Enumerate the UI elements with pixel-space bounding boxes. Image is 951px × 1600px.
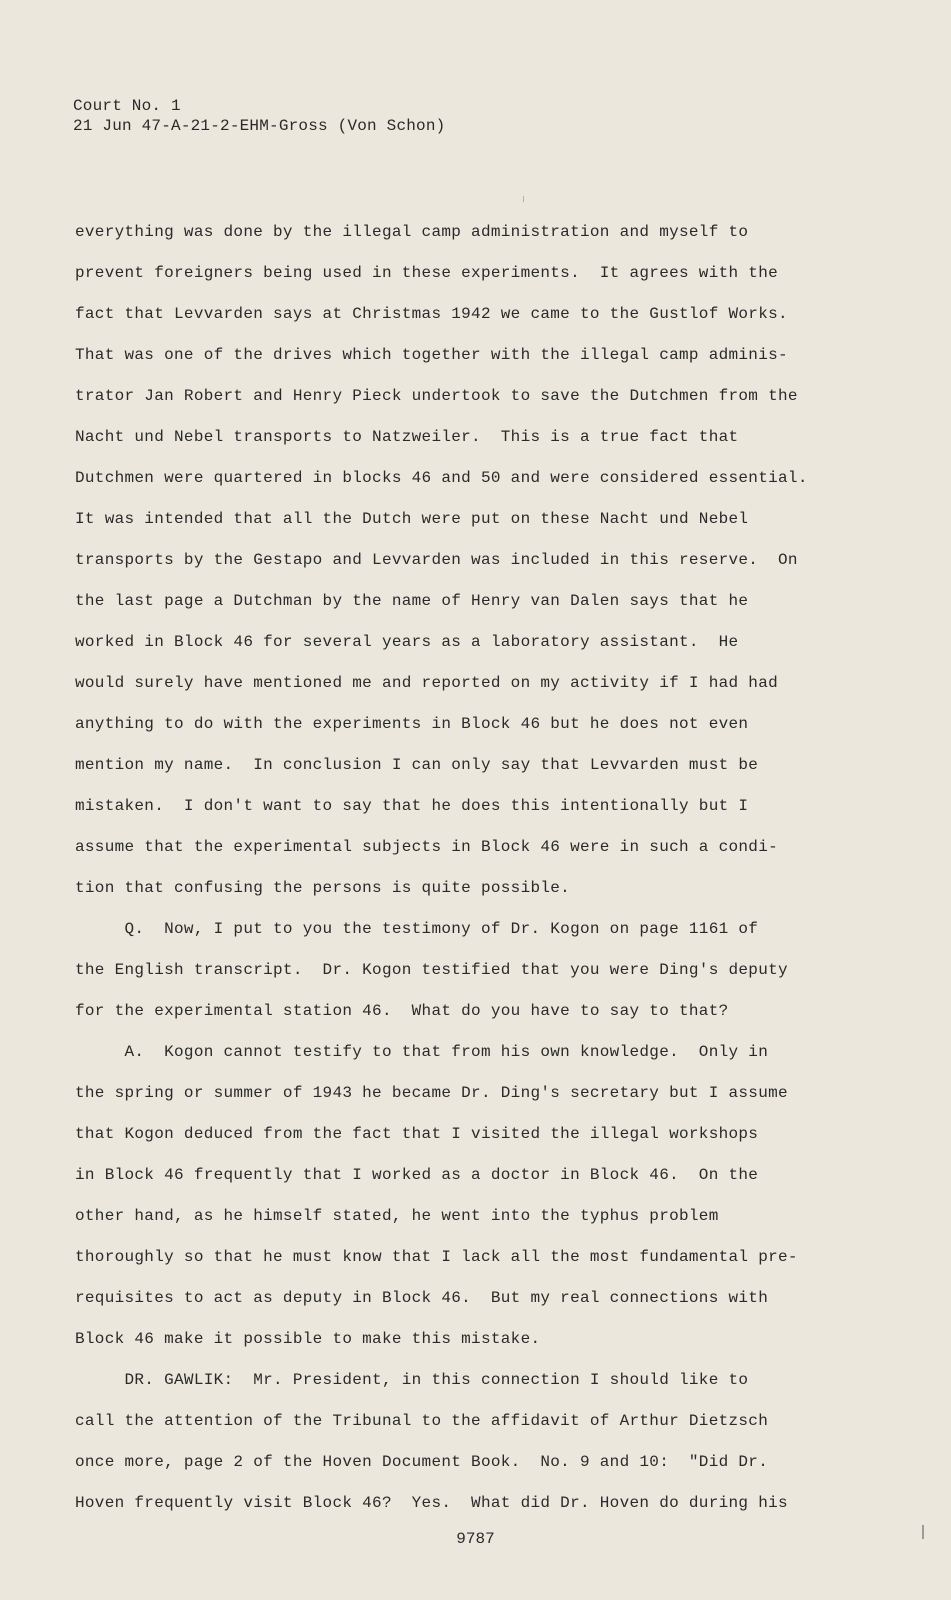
page-number: 9787 — [456, 1530, 495, 1548]
text-line: thoroughly so that he must know that I lack all the most fundamental pre- — [75, 1248, 798, 1266]
text-line: assume that the experimental subjects in Block 46 were in such a condi- — [75, 838, 779, 856]
text-line: the English transcript. Dr. Kogon testified that you were Ding's deputy — [75, 961, 788, 979]
text-line: the last page a Dutchman by the name of Henry van Dalen says that he — [75, 592, 749, 610]
text-line: Dutchmen were quartered in blocks 46 and 50 and were considered essential. — [75, 469, 808, 487]
text-line: requisites to act as deputy in Block 46. But my real connections with — [75, 1289, 769, 1307]
text-line: worked in Block 46 for several years as a laboratory assistant. He — [75, 633, 739, 651]
court-number: Court No. 1 — [73, 97, 181, 115]
document-header — [73, 96, 445, 136]
text-line: trator Jan Robert and Henry Pieck undertook to save the Dutchmen from the — [75, 387, 798, 405]
text-line: mistaken. I don't want to say that he does this intentionally but I — [75, 797, 749, 815]
edge-mark — [922, 1525, 924, 1539]
text-line: That was one of the drives which together with the illegal camp adminis- — [75, 346, 788, 364]
text-line: everything was done by the illegal camp administration and myself to — [75, 223, 749, 241]
text-line: other hand, as he himself stated, he went into the typhus problem — [75, 1207, 719, 1225]
text-line: anything to do with the experiments in Block 46 but he does not even — [75, 715, 749, 733]
text-line: once more, page 2 of the Hoven Document Book. No. 9 and 10: "Did Dr. — [75, 1453, 769, 1471]
answer-line: A. Kogon cannot testify to that from his own knowledge. Only in — [75, 1043, 769, 1061]
text-line: that Kogon deduced from the fact that I visited the illegal workshops — [75, 1125, 759, 1143]
text-line: Block 46 make it possible to make this mistake. — [75, 1330, 541, 1348]
text-line: would surely have mentioned me and reported on my activity if I had had — [75, 674, 779, 692]
text-line: fact that Levvarden says at Christmas 1942 we came to the Gustlof Works. — [75, 305, 788, 323]
transcript-body — [75, 212, 855, 1524]
text-line: mention my name. In conclusion I can only say that Levvarden must be — [75, 756, 759, 774]
text-line: in Block 46 frequently that I worked as a doctor in Block 46. On the — [75, 1166, 759, 1184]
text-line: tion that confusing the persons is quite possible. — [75, 879, 571, 897]
text-line: call the attention of the Tribunal to the affidavit of Arthur Dietzsch — [75, 1412, 769, 1430]
paper-speck — [523, 196, 524, 202]
text-line: the spring or summer of 1943 he became Dr. Ding's secretary but I assume — [75, 1084, 788, 1102]
text-line: Nacht und Nebel transports to Natzweiler. This is a true fact that — [75, 428, 739, 446]
text-line: It was intended that all the Dutch were put on these Nacht und Nebel — [75, 510, 749, 528]
question-line: Q. Now, I put to you the testimony of Dr. Kogon on page 1161 of — [75, 920, 759, 938]
speaker-line: DR. GAWLIK: Mr. President, in this connection I should like to — [75, 1371, 749, 1389]
text-line: for the experimental station 46. What do you have to say to that? — [75, 1002, 729, 1020]
text-line: transports by the Gestapo and Levvarden was included in this reserve. On — [75, 551, 798, 569]
session-reference: 21 Jun 47-A-21-2-EHM-Gross (Von Schon) — [73, 117, 446, 135]
text-line: Hoven frequently visit Block 46? Yes. What did Dr. Hoven do during his — [75, 1494, 788, 1512]
text-line: prevent foreigners being used in these experiments. It agrees with the — [75, 264, 779, 282]
